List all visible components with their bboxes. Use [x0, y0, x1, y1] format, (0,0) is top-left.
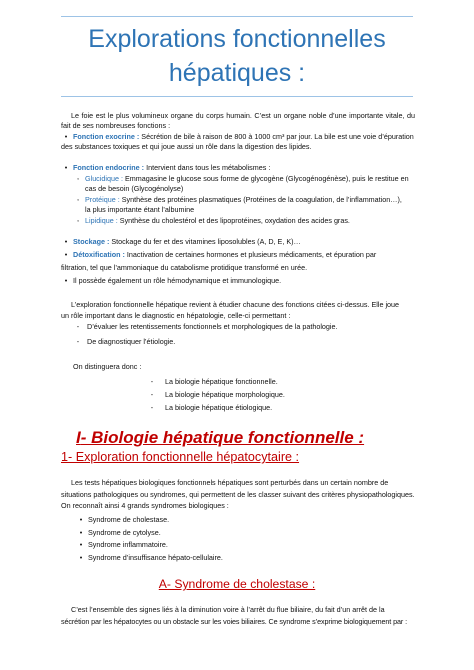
bullet-icon: • — [79, 540, 83, 549]
dash-icon: - — [76, 322, 80, 331]
subitem-dash-icon: ◦ — [76, 174, 80, 183]
section-1-para-line2: situations pathologiques ou syndromes, qui permettent de les classer suivant des critères physiopathologiques. — [61, 490, 415, 499]
proteique-continuation: la plus importante étant l’albumine — [85, 205, 195, 214]
subsection-a-heading: A- Syndrome de cholestase : — [158, 577, 316, 591]
detox-text: Inactivation de certaines hormones et plusieurs médicaments, et épuration par — [124, 250, 377, 259]
stockage-label: Stockage : — [73, 237, 110, 246]
bullet-icon: • — [79, 515, 83, 524]
bullet-icon: • — [64, 132, 68, 141]
section-1-para-line1: Les tests hépatiques biologiques fonctionnels hépatiques sont perturbés dans un certain nombre de — [71, 478, 389, 487]
exocrine-text: Sécrétion de bile à raison de 800 à 1000 cm³ par jour. La bile est une voie d’épuration — [139, 132, 414, 141]
lipidique-text: Synthèse du cholestérol et des lipoprotéines, oxydation des acides gras. — [117, 216, 350, 225]
bullet-icon: • — [64, 237, 68, 246]
exocrine-label: Fonction exocrine : — [73, 132, 140, 141]
bullet-icon: • — [79, 528, 83, 537]
bullet-icon: • — [64, 163, 68, 172]
endocrine-text: Intervient dans tous les métabolismes : — [144, 163, 271, 172]
cholestase-para-line2: sécrétion par les hépatocytes ou un obstacle sur les voies biliaires. Ce syndrome s’exprime biologiquement par : — [61, 617, 407, 626]
detox-label: Détoxification : — [73, 250, 125, 259]
evaluate-text: D’évaluer les retentissements fonctionnels et morphologiques de la pathologie. — [87, 322, 338, 331]
cholestase-para-line1: C’est l’ensemble des signes liés à la diminution voire à l’arrêt du flue biliaire, du fait d’un arrêt de la — [71, 605, 385, 614]
dash-icon: - — [150, 390, 154, 399]
dash-icon: - — [150, 403, 154, 412]
subitem-dash-icon: ◦ — [76, 216, 80, 225]
exocrine-continuation: des substances toxiques et qui joue aussi un rôle dans la digestion des lipides. — [61, 142, 312, 151]
dash-icon: - — [76, 337, 80, 346]
detox-continuation: filtration, tel que l’ammoniaque du catabolisme protidique transformé en urée. — [61, 263, 308, 272]
subitem-dash-icon: ◦ — [76, 195, 80, 204]
section-1-heading — [76, 428, 436, 448]
section-1-numeral: I — [76, 428, 81, 447]
endocrine-label: Fonction endocrine : — [73, 163, 145, 172]
distinguera-text: On distinguera donc : — [73, 362, 142, 371]
dash-icon: - — [150, 377, 154, 386]
syndrome-1-text: Syndrome de cholestase. — [88, 515, 170, 524]
bullet-icon: • — [64, 276, 68, 285]
exploration-para-line2: un rôle important dans le diagnostic en hépatologie, celle-ci permettant : — [61, 311, 291, 320]
proteique-text: Synthèse des protéines plasmatiques (Protéines de la coagulation, de l’inflammation…), — [119, 195, 402, 204]
intro-paragraph — [61, 111, 415, 132]
title-rule — [61, 96, 413, 97]
biologie-1-text: La biologie hépatique fonctionnelle. — [165, 377, 278, 386]
other-text: Il possède également un rôle hémodynamique et immunologique. — [73, 276, 282, 285]
glucidique-label: Glucidique : — [85, 174, 123, 183]
page-title-line1: Explorations fonctionnelles — [88, 25, 386, 53]
exploration-para-line1: L’exploration fonctionnelle hépatique revient à étudier chacune des fonctions citées ci-dessus. Elle joue — [71, 300, 400, 309]
section-1-title: - Biologie hépatique fonctionnelle : — [80, 428, 365, 447]
intro-text: Le foie est le plus volumineux organe du corps humain. C’est un organe noble d’une importante vitale, du fait de ses nombreuses fonctions : — [61, 111, 415, 131]
syndrome-3-text: Syndrome inflammatoire. — [88, 540, 168, 549]
lipidique-label: Lipidique : — [85, 216, 118, 225]
glucidique-continuation: cas de besoin (Glycogénolyse) — [85, 184, 184, 193]
biologie-2-text: La biologie hépatique morphologique. — [165, 390, 285, 399]
stockage-text: Stockage du fer et des vitamines liposolubles (A, D, E, K)… — [109, 237, 301, 246]
page-title-line2: hépatiques : — [168, 59, 306, 87]
biologie-3-text: La biologie hépatique étiologique. — [165, 403, 273, 412]
proteique-label: Protéique : — [85, 195, 120, 204]
diagnose-text: De diagnostiquer l’étiologie. — [87, 337, 176, 346]
bullet-icon: • — [64, 250, 68, 259]
glucidique-text: Emmagasine le glucose sous forme de glycogène (Glycogénogénèse), puis le restitue en — [122, 174, 409, 183]
top-rule — [61, 16, 413, 17]
subsection-1-heading: 1- Exploration fonctionnelle hépatocytaire : — [61, 450, 300, 464]
syndrome-2-text: Syndrome de cytolyse. — [88, 528, 161, 537]
bullet-icon: • — [79, 553, 83, 562]
syndrome-4-text: Syndrome d’insuffisance hépato-cellulaire. — [88, 553, 223, 562]
section-1-para-line3: On reconnaît ainsi 4 grands syndromes biologiques : — [61, 501, 229, 510]
